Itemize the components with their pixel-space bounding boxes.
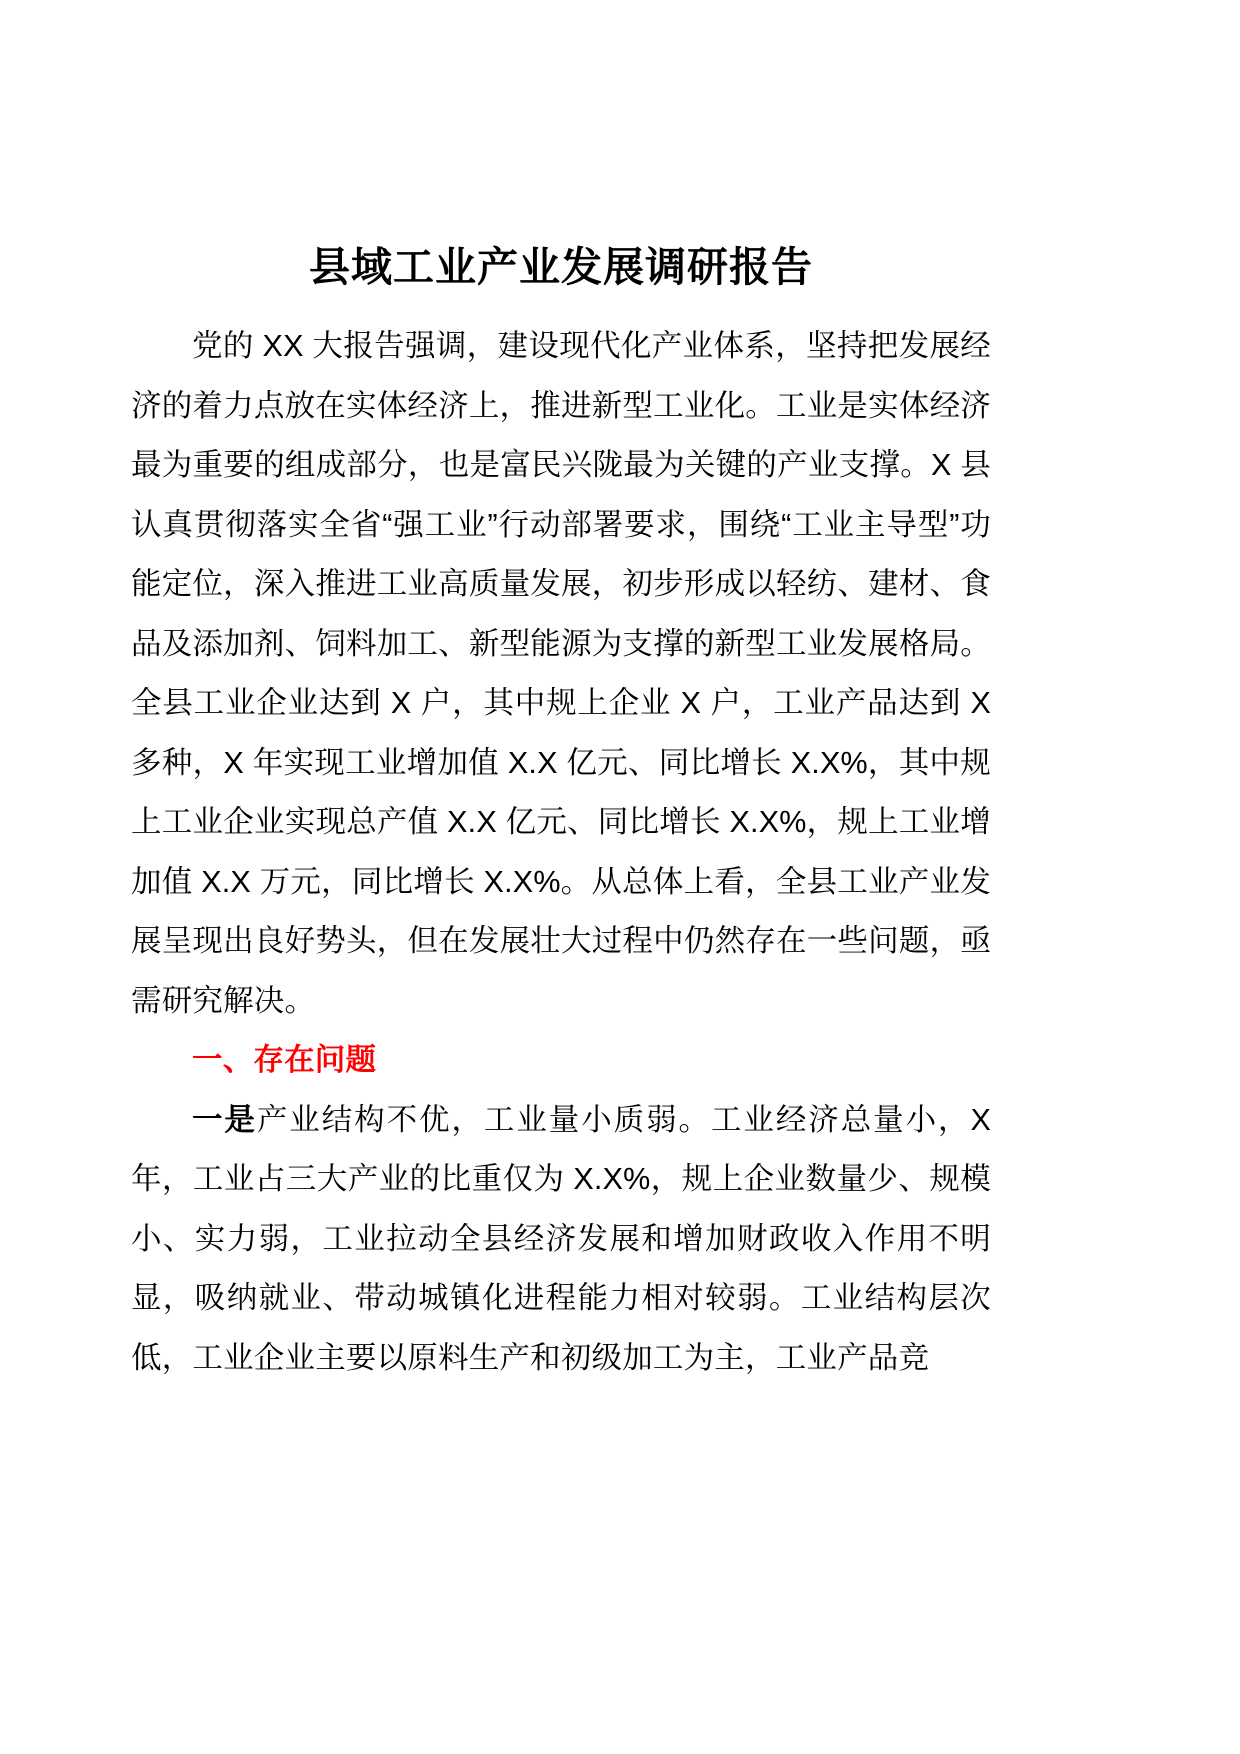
item-lead-label: 一是 [192, 1102, 257, 1137]
paragraph-intro: 党的 XX 大报告强调，建设现代化产业体系，坚持把发展经济的着力点放在实体经济上，推进新型工业化。工业是实体经济最为重要的组成部分，也是富民兴陇最为关键的产业支撑。X 县认真贯彻落实全省“强工业”行动部署要求，围绕“工业主导型”功能定位，深入推进工业高质量发展，初步形成以轻纺、建材、食品及添加剂、饲料加工、新型能源为支撑的新型工业发展格局。全县工业企业达到 X 户，其中规上企业 X 户，工业产品达到 X 多种，X 年实现工业增加值 X.X 亿元、同比增长 X.X%，其中规上工业企业实现总产值 X.X 亿元、同比增长 X.X%，规上工业增加值 X.X 万元，同比增长 X.X%。从总体上看，全县工业产业发展呈现出良好势头，但在发展壮大过程中仍然存在一些问题，亟需研究解决。 [131, 329, 991, 1018]
section-heading-existing-problems: 一、存在问题 [192, 1043, 377, 1078]
item-body-text: 产业结构不优，工业量小质弱。工业经济总量小，X 年，工业占三大产业的比重仅为 X.X%，规上企业数量少、规模小、实力弱，工业拉动全县经济发展和增加财政收入作用不明显，吸纳就业、带动城镇化进程能力相对较弱。工业结构层次低，工业企业主要以原料生产和初级加工为主，工业产品竞 [131, 1102, 991, 1375]
document-body [131, 212, 991, 1388]
page-title: 县域工业产业发展调研报告 [309, 244, 813, 290]
paragraph-item-one [131, 1091, 991, 1389]
